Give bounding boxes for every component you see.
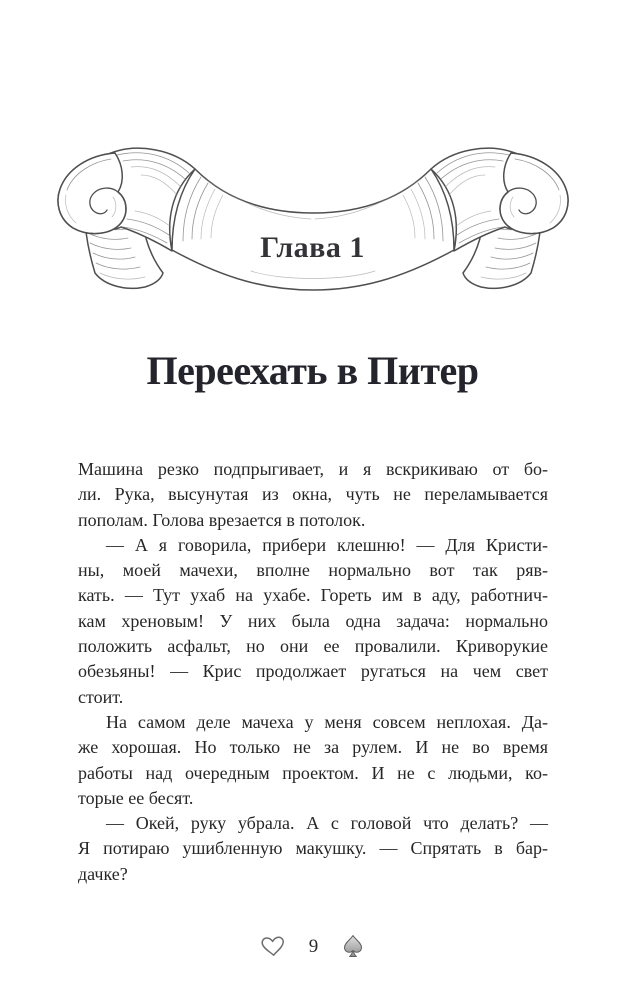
- body-text: [78, 457, 548, 887]
- text-line: пополам. Голова врезается в потолок.: [78, 509, 366, 530]
- text-line: — Окей, руку убрала. А с головой что делать? —: [106, 813, 548, 834]
- text-line: же хорошая. Но только не за рулем. И не во время: [78, 737, 548, 758]
- chapter-label: Глава 1: [260, 231, 365, 264]
- text-line: работы над очередным проектом. И не с людьми, ко-: [78, 762, 548, 783]
- text-line: — А я говорила, прибери клешню! — Для Кристи-: [106, 534, 548, 555]
- heart-icon: [260, 935, 285, 958]
- page-number: 9: [308, 935, 319, 957]
- page-title: Переехать в Питер: [146, 348, 479, 393]
- text-line: дачке?: [78, 863, 128, 884]
- chapter-banner: [55, 143, 571, 293]
- text-line: Я потираю ушибленную макушку. — Спрятать в бар-: [78, 838, 548, 859]
- scroll-ribbon-illustration: [55, 143, 571, 293]
- text-line: стоит.: [78, 686, 124, 707]
- text-line: положить асфальт, но они ее провалили. Криворукие: [78, 636, 548, 657]
- text-line: кам хреновым! У них была одна задача: нормально: [78, 610, 548, 631]
- text-line: ли. Рука, высунутая из окна, чуть не переламывается: [78, 484, 548, 505]
- spade-icon: [342, 934, 364, 958]
- text-line: Машина резко подпрыгивает, и я вскрикиваю от бо-: [78, 459, 548, 479]
- text-line: На самом деле мачеха у меня совсем неплохая. Да-: [106, 711, 548, 732]
- text-line: кать. — Тут ухаб на ухабе. Гореть им в аду, работнич-: [78, 585, 548, 606]
- page-footer: [0, 930, 625, 962]
- text-line: ны, моей мачехи, вполне нормально вот так ряв-: [78, 560, 548, 581]
- text-line: обезьяны! — Крис продолжает ругаться на чем свет: [78, 661, 548, 682]
- text-line: торые ее бесят.: [78, 787, 194, 808]
